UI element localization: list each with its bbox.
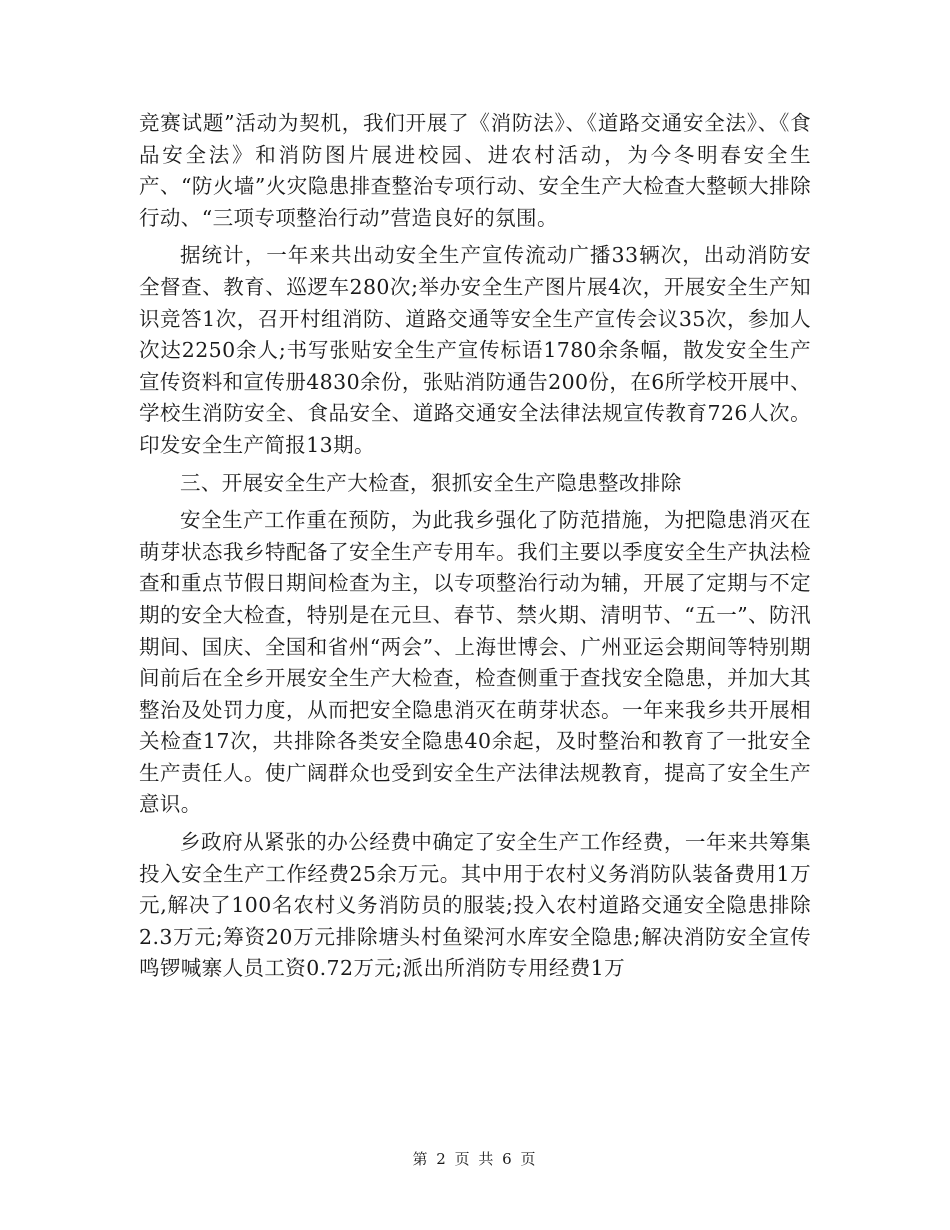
paragraph-5: 乡政府从紧张的办公经费中确定了安全生产工作经费，一年来共筹集投入安全生产工作经费25余万元。其中用于农村义务消防队装备费用1万元,解决了100名农村义务消防员的服装;投入农村道路交通安全隐患排除2.3万元;筹资20万元排除塘头村鱼梁河水库安全隐患;解决消防安全宣传鸣锣喊寨人员工资0.72万元;派出所消防专用经费1万 (139, 830, 811, 981)
paragraph-2: 据统计，一年来共出动安全生产宣传流动广播33辆次，出动消防安全督查、教育、巡逻车280次;举办安全生产图片展4次，开展安全生产知识竞答1次，召开村组消防、道路交通等安全生产宣传会议35次，参加人次达2250余人;书写张贴安全生产宣传标语1780余条幅，散发安全生产宣传资料和宣传册4830余份，张贴消防通告200份，在6所学校开展中、学校生消防安全、食品安全、道路交通安全法律法规宣传教育726人次。印发安全生产简报13期。 (139, 243, 811, 457)
paragraph-4: 安全生产工作重在预防，为此我乡强化了防范措施，为把隐患消灭在萌芽状态我乡特配备了安全生产专用车。我们主要以季度安全生产执法检查和重点节假日期间检查为主，以专项整治行动为辅，开展了定期与不定期的安全大检查，特别是在元旦、春节、禁火期、清明节、“五一”、防汛期间、国庆、全国和省州“两会”、上海世博会、广州亚运会期间等特别期间前后在全乡开展安全生产大检查，检查侧重于查找安全隐患，并加大其整治及处罚力度，从而把安全隐患消灭在萌芽状态。一年来我乡共开展相关检查17次，共排除各类安全隐患40余起，及时整治和教育了一批安全生产责任人。使广阔群众也受到安全生产法律法规教育，提高了安全生产意识。 (139, 508, 811, 817)
document-body (139, 108, 811, 985)
page-number-footer: 第 2 页 共 6 页 (412, 1150, 538, 1168)
paragraph-1: 竞赛试题”活动为契机，我们开展了《消防法》、《道路交通安全法》、《食品安全法》和消防图片展进校园、进农村活动，为今冬明春安全生产、“防火墙”火灾隐患排查整治专项行动、安全生产大检查大整顿大排除行动、“三项专项整治行动”营造良好的氛围。 (139, 111, 811, 230)
section-heading: 三、开展安全生产大检查，狠抓安全生产隐患整改排除 (180, 470, 682, 495)
